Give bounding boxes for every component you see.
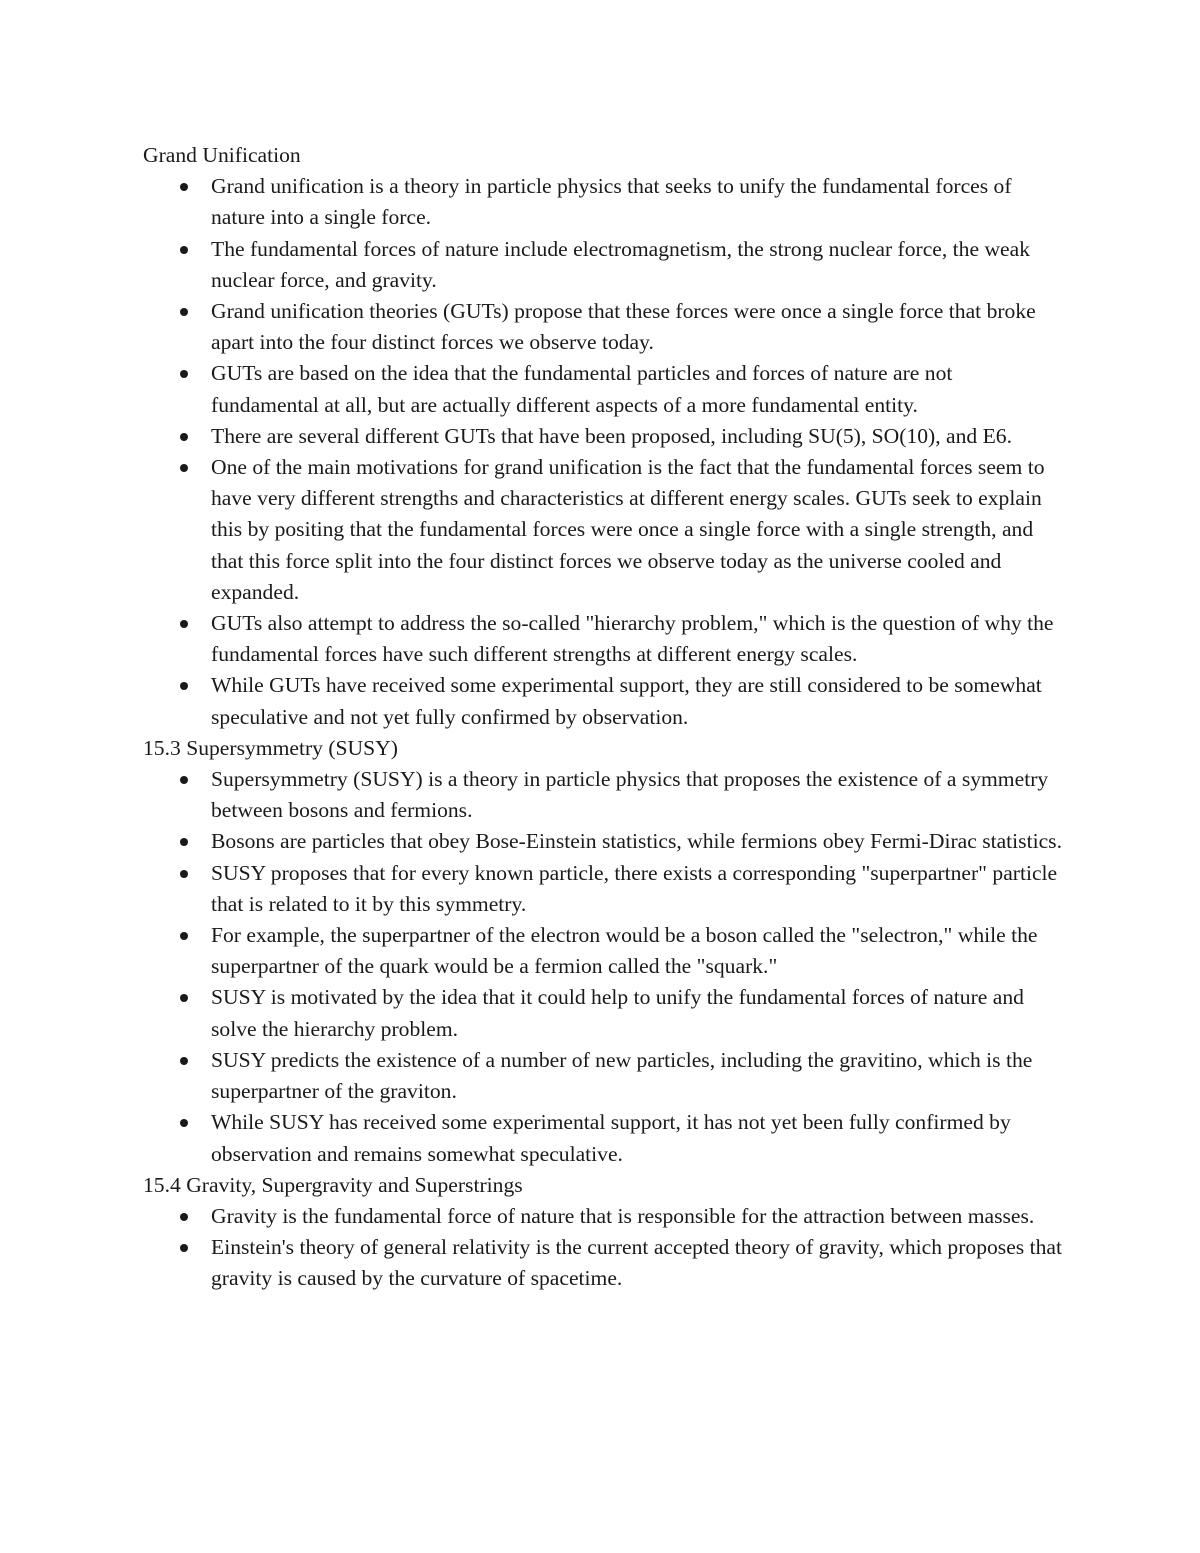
bullet-icon [180,838,188,846]
list-item [211,421,1063,452]
list-item-text: Grand unification is a theory in particle physics that seeks to unify the fundamental forces of nature into a single force. [211,174,1012,230]
bullet-list [143,1201,1063,1295]
list-item-text: SUSY predicts the existence of a number of new particles, including the gravitino, which is the superpartner of the graviton. [211,1047,1033,1104]
list-item [211,982,1063,1044]
list-item-text: SUSY proposes that for every known particle, there exists a corresponding "superpartner" particle that is related to it by this symmetry. [211,860,1058,916]
section-grand-unification [143,140,1063,733]
section-supersymmetry [143,733,1063,1170]
list-item [211,452,1063,608]
bullet-list [143,764,1063,1170]
list-item [211,171,1063,233]
bullet-icon [180,370,188,378]
list-item [211,858,1063,920]
bullet-icon [180,620,188,628]
bullet-icon [180,1119,188,1127]
section-heading: 15.3 Supersymmetry (SUSY) [143,735,398,760]
list-item-text: GUTs also attempt to address the so-called "hierarchy problem," which is the question of why the fundamental forces have such different strengths at different energy scales. [211,611,1054,667]
list-item-text: For example, the superpartner of the electron would be a boson called the "selectron," while the superpartner of the quark would be a fermion called the "squark." [211,923,1038,979]
bullet-icon [180,1244,188,1252]
list-item-text: Gravity is the fundamental force of nature that is responsible for the attraction between masses. [211,1203,1035,1228]
document-page [143,140,1063,1295]
bullet-icon [180,994,188,1002]
list-item-text: There are several different GUTs that have been proposed, including SU(5), SO(10), and E6. [211,423,1013,448]
section-gravity-supergravity-superstrings [143,1170,1063,1295]
list-item [211,1201,1063,1232]
bullet-icon [180,776,188,784]
list-item [211,358,1063,420]
bullet-icon [180,308,188,316]
list-item-text: The fundamental forces of nature include electromagnetism, the strong nuclear force, the weak nuclear force, and gravity. [211,236,1031,292]
bullet-icon [180,682,188,690]
bullet-icon [180,433,188,441]
list-item [211,1045,1063,1107]
list-item-text: SUSY is motivated by the idea that it could help to unify the fundamental forces of nature and solve the hierarchy problem. [211,985,1024,1041]
list-item-text: Grand unification theories (GUTs) propose that these forces were once a single force that broke apart into the four distinct forces we observe today. [211,299,1036,355]
list-item-text: One of the main motivations for grand unification is the fact that the fundamental forces seem to have very different strengths and characteristics at different energy scales. GUTs seek to explain this by positing that the fundamental forces were once a single force with a single strength, and that this force split into the four distinct forces we observe today as the universe cooled and expanded. [211,455,1045,604]
list-item [211,234,1063,296]
list-item [211,920,1063,982]
bullet-icon [180,870,188,878]
list-item [211,764,1063,826]
list-item [211,826,1063,857]
list-item [211,296,1063,358]
bullet-icon [180,464,188,472]
list-item [211,1232,1063,1294]
bullet-icon [180,1057,188,1065]
bullet-icon [180,1213,188,1221]
bullet-list [143,171,1063,733]
list-item-text: Bosons are particles that obey Bose-Einstein statistics, while fermions obey Fermi-Dirac statistics. [211,829,1062,854]
bullet-icon [180,932,188,940]
list-item-text: While SUSY has received some experimental support, it has not yet been fully confirmed by observation and remains somewhat speculative. [211,1110,1011,1166]
list-item [211,1107,1063,1169]
list-item-text: GUTs are based on the idea that the fundamental particles and forces of nature are not fundamental at all, but are actually different aspects of a more fundamental entity. [211,361,953,417]
list-item-text: While GUTs have received some experimental support, they are still considered to be somewhat speculative and not yet fully confirmed by observation. [211,673,1042,729]
section-heading: 15.4 Gravity, Supergravity and Superstrings [143,1172,523,1197]
bullet-icon [180,183,188,191]
bullet-icon [180,246,188,254]
list-item [211,670,1063,732]
list-item-text: Einstein's theory of general relativity is the current accepted theory of gravity, which proposes that gravity is caused by the curvature of spacetime. [211,1235,1062,1291]
list-item [211,608,1063,670]
list-item-text: Supersymmetry (SUSY) is a theory in particle physics that proposes the existence of a symmetry between bosons and fermions. [211,767,1049,823]
section-heading: Grand Unification [143,143,301,167]
